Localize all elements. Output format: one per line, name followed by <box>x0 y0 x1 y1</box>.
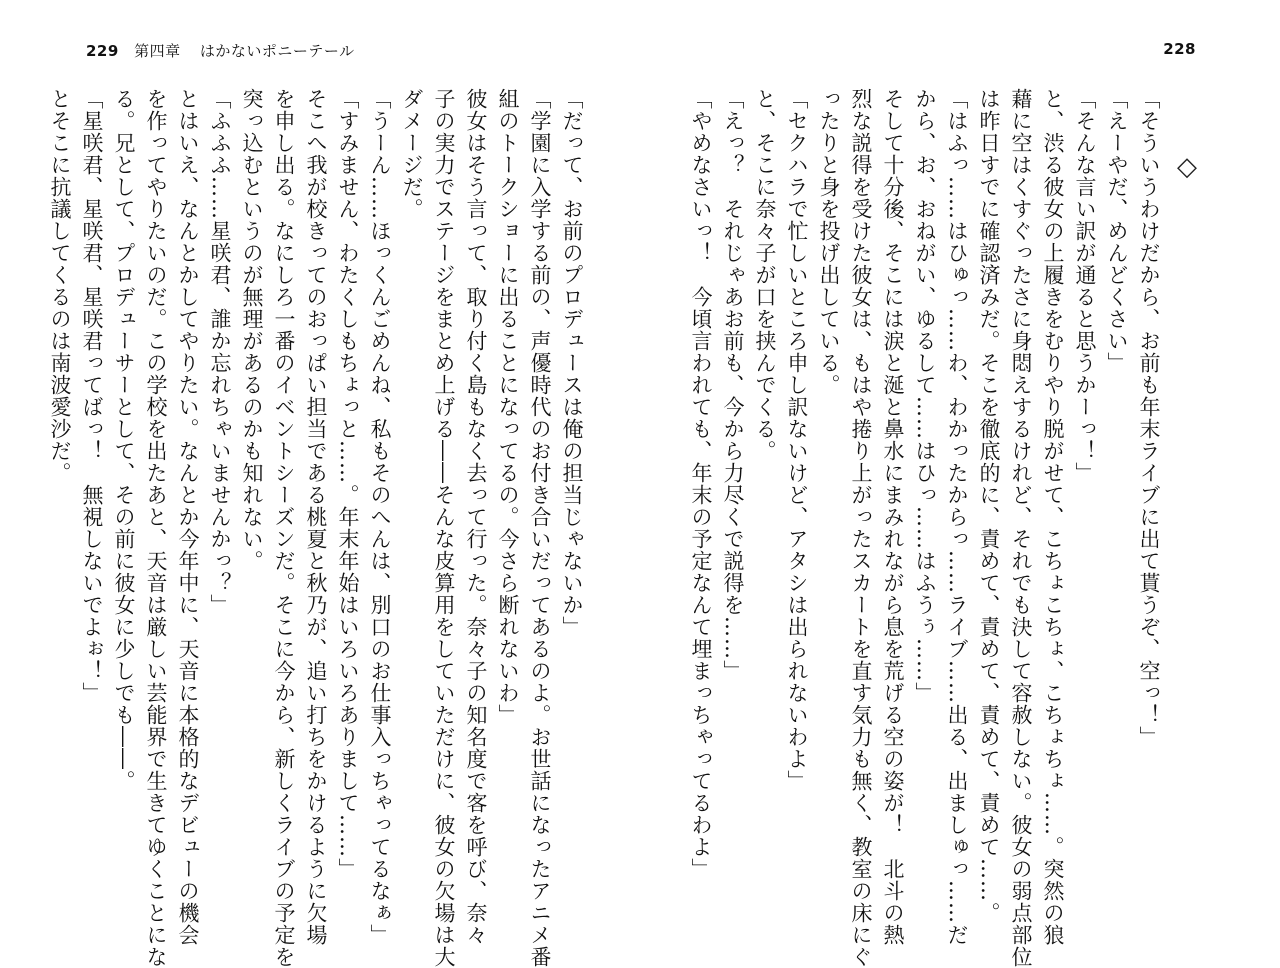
left-page-text <box>48 88 588 968</box>
text-line: 「えーやだ、めんどくさい」 <box>1105 88 1129 374</box>
text-line: とはいえ、なんとかしてやりたい。なんとか今年中に、天音に本格的なデビューの機会 <box>176 88 200 946</box>
text-line: を申し出る。なにしろ一番のイベントシーズンだ。そこに今から、新しくライブの予定を <box>272 88 296 968</box>
text-line: 子の実力でステージをまとめ上げる――そんな皮算用をしていただけに、彼女の欠場は大 <box>432 88 456 968</box>
text-line: から、お、おねがい、ゆるして……はひっ……はふうぅ……」 <box>913 88 937 704</box>
text-line: そして十分後、そこには涙と涎と鼻水にまみれながら息を荒げる空の姿が！ 北斗の熱 <box>881 88 905 946</box>
text-line: 「はふっ……はひゅっ……わ、わかったからっ……ライブ……出る、出ましゅっ……だ <box>945 88 969 946</box>
text-line: 彼女はそう言って、取り付く島もなく去って行った。奈々子の知名度で客を呼び、奈々 <box>464 88 488 946</box>
text-line: 「そんな言い訳が通ると思うかーっ！」 <box>1073 88 1097 484</box>
text-line: 「セクハラで忙しいところ申し訳ないけど、アタシは出られないわよ」 <box>785 88 809 792</box>
chapter-label: 第四章 <box>134 42 181 60</box>
text-line: 「えっ？ それじゃあお前も、今から力尽くで説得を……」 <box>721 88 745 682</box>
text-line: を作ってやりたいのだ。この学校を出たあと、天音は厳しい芸能界で生きてゆくことにな <box>144 88 168 968</box>
text-line: 「ふふふ……星咲君、誰か忘れちゃいませんかっ？」 <box>208 88 232 616</box>
text-line: る。兄として、プロデューサーとして、その前に彼女に少しでも――。 <box>112 88 136 792</box>
text-line: と、渋る彼女の上履きをむりやり脱がせて、こちょこちょ、こちょちょ……。突然の狼 <box>1041 88 1065 946</box>
text-line: ったりと身を投げ出している。 <box>817 88 841 396</box>
right-page-header <box>1163 40 1196 58</box>
text-line: そこへ我が校きってのおっぱい担当である桃夏と秋乃が、追い打ちをかけるように欠場 <box>304 88 328 946</box>
section-break-diamond-icon: ◇ <box>1177 152 1197 182</box>
text-line: 突っ込むというのが無理があるのかも知れない。 <box>240 88 264 572</box>
left-page-number: 229 <box>86 42 119 60</box>
text-line: 「やめなさいっ！ 今頃言われても、年末の予定なんて埋まっちゃってるわよ」 <box>689 88 713 880</box>
text-line: ダメージだ。 <box>400 88 424 220</box>
right-page-number: 228 <box>1163 40 1196 58</box>
text-line: 組のトークショーに出ることになってるの。今さら断れないわ」 <box>496 88 520 726</box>
text-line: 藉に空はくすぐったさに身悶えするけれど、それでも決して容赦しない。彼女の弱点部位 <box>1009 88 1033 968</box>
text-line: 「うーん……ほっくんごめんね、私もそのへんは、別口のお仕事入っちゃってるなぁ」 <box>368 88 392 946</box>
chapter-title: はかないポニーテール <box>199 42 355 60</box>
text-line: とそこに抗議してくるのは南波愛沙だ。 <box>48 88 72 484</box>
text-line: 「だって、お前のプロデュースは俺の担当じゃないか」 <box>560 88 584 638</box>
text-line: は昨日すでに確認済みだ。そこを徹底的に、責めて、責めて、責めて、責めて……。 <box>977 88 1001 924</box>
text-line: 「学園に入学する前の、声優時代のお付き合いだってあるのよ。お世話になったアニメ番 <box>528 88 552 968</box>
text-line: と、そこに奈々子が口を挟んでくる。 <box>753 88 777 462</box>
text-line: 烈な説得を受けた彼女は、もはや捲り上がったスカートを直す気力も無く、教室の床にぐ <box>849 88 873 968</box>
right-page-text <box>689 88 1165 968</box>
text-line: 「そういうわけだから、お前も年末ライブに出て貰うぞ、空っ！」 <box>1137 88 1161 748</box>
left-page-header <box>86 40 355 61</box>
text-line: 「すみません、わたくしもちょっと……。年末年始はいろいろありまして……」 <box>336 88 360 880</box>
text-line: 「星咲君、星咲君、星咲君ってばっ！ 無視しないでよぉ！」 <box>80 88 104 704</box>
